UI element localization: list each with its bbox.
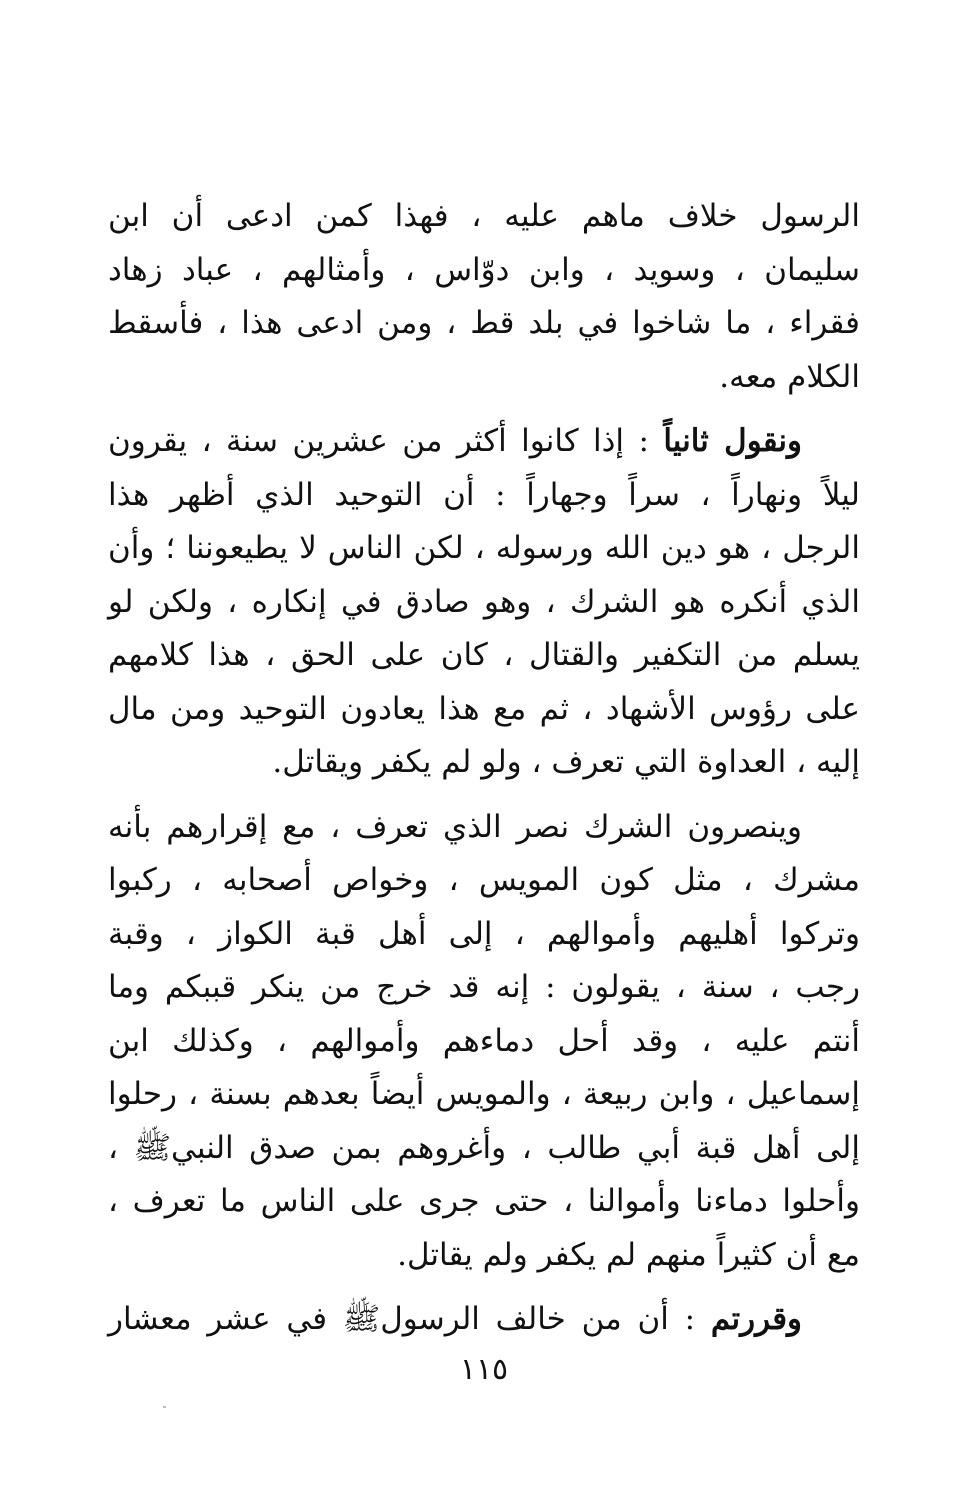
- paragraph-3: [108, 801, 860, 1283]
- text-line: الكلام معه.: [719, 358, 860, 395]
- text-line: يسلم من التكفير والقتال ، كان على الحق ، هذا كلامهم: [108, 637, 860, 673]
- text-line: أنتم عليه ، وقد أحل دماءهم وأموالهم ، وكذلك ابن: [108, 1022, 860, 1059]
- text-line: رجب ، سنة ، يقولون : إنه قد خرج من ينكر قببكم وما: [108, 969, 860, 1005]
- text-line: وتركوا أهليهم وأموالهم ، إلى أهل قبة الكواز ، وقبة: [108, 915, 860, 952]
- text-line: إلى أهل قبة أبي طالب ، وأغروهم بمن صدق النبيﷺ ،: [108, 1129, 860, 1166]
- text-line: الرسول خلاف ماهم عليه ، فهذا كمن ادعى أن ابن: [108, 198, 860, 234]
- text-line: إليه ، العداوة التي تعرف ، ولو لم يكفر ويقاتل.: [272, 744, 860, 780]
- body-text: [108, 190, 860, 1347]
- text-line: [108, 415, 860, 469]
- text-line: مع أن كثيراً منهم لم يكفر ولم يقاتل.: [397, 1236, 860, 1273]
- paragraph-4: [108, 1293, 860, 1347]
- text-line: الرجل ، هو دين الله ورسوله ، لكن الناس لا يطيعوننا ؛ وأن: [108, 530, 860, 566]
- text-line: [108, 1293, 860, 1347]
- line-rest: : إذا كانوا أكثر من عشرين سنة ، يقرون: [108, 423, 649, 459]
- bold-lead: ونقول ثانياً: [663, 423, 802, 459]
- scan-speck: [163, 1406, 166, 1408]
- line-rest: : أن من خالف الرسولﷺ في عشر معشار: [108, 1301, 696, 1337]
- paragraph-2: [108, 415, 860, 790]
- text-line: ليلاً ونهاراً ، سراً وجهاراً : أن التوحيد الذي أظهر هذا: [108, 476, 860, 513]
- text-line: إسماعيل ، وابن ربيعة ، والمويس أيضاً بعدهم بسنة ، رحلوا: [108, 1076, 860, 1112]
- text-line: الذي أنكره هو الشرك ، وهو صادق في إنكاره ، ولكن لو: [108, 583, 860, 620]
- text-line: وأحلوا دماءنا وأموالنا ، حتى جرى على الناس ما تعرف ،: [108, 1183, 860, 1219]
- paragraph-1: [108, 190, 860, 404]
- page-number: ١١٥: [459, 1352, 509, 1387]
- text-line: سليمان ، وسويد ، وابن دوّاس ، وأمثالهم ، عباد زهاد: [108, 251, 860, 288]
- text-line: فقراء ، ما شاخوا في بلد قط ، ومن ادعى هذا ، فأسقط: [108, 305, 860, 341]
- text-line: على رؤوس الأشهاد ، ثم مع هذا يعادون التوحيد ومن مال: [108, 690, 860, 727]
- text-line: مشرك ، مثل كون المويس ، وخواص أصحابه ، ركبوا: [108, 862, 860, 898]
- text-line: وينصرون الشرك نصر الذي تعرف ، مع إقرارهم بأنه: [108, 808, 802, 845]
- bold-lead: وقررتم: [710, 1301, 802, 1337]
